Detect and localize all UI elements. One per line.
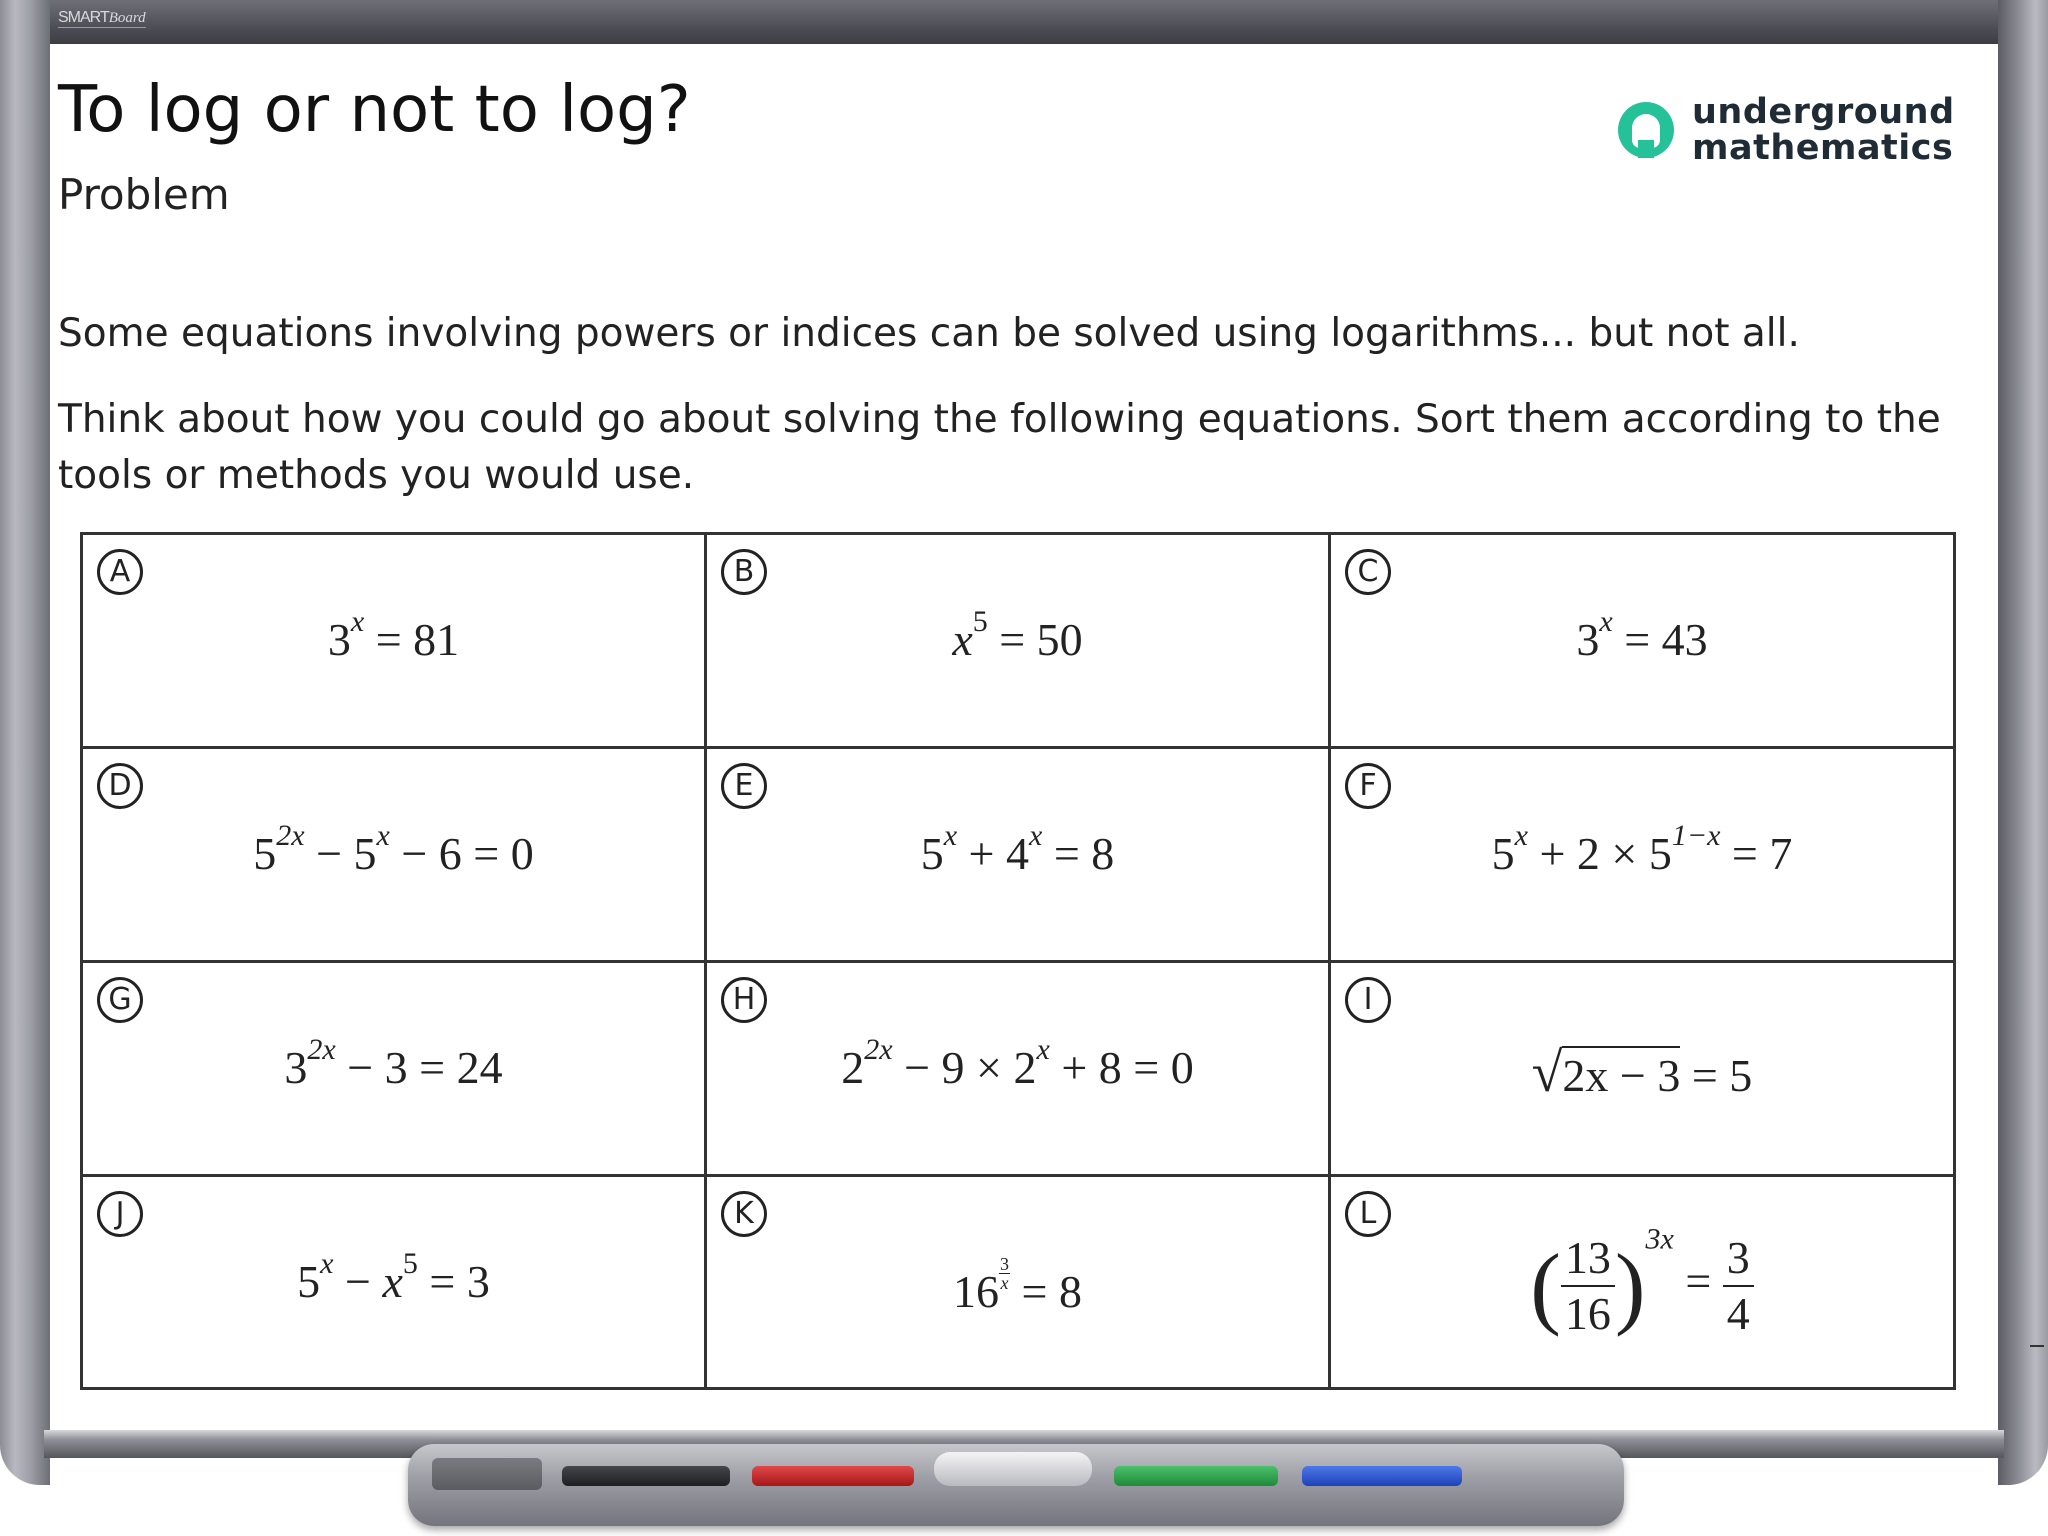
equation-card-c[interactable] — [1331, 535, 1953, 749]
intro-text-2: Think about how you could go about solving the following equations. Sort them according to the tools or methods you would use. — [58, 397, 1941, 498]
blue-pen[interactable] — [1302, 1466, 1462, 1486]
equations-grid — [80, 532, 1956, 1390]
label-badge: G — [97, 977, 143, 1023]
logo-text — [1692, 94, 1955, 166]
label-badge: I — [1345, 977, 1391, 1023]
label-badge: C — [1345, 549, 1391, 595]
label-badge: K — [721, 1191, 767, 1237]
label-badge: J — [97, 1191, 143, 1237]
label-badge: E — [721, 763, 767, 809]
equation: $5^{2x} - 5^x - 6 = 0$ — [253, 819, 534, 879]
page-title: To log or not to log? — [58, 73, 691, 147]
logo-line2: mathematics — [1692, 128, 1954, 168]
frame-mark — [2030, 1345, 2044, 1347]
equation-card-g[interactable] — [83, 963, 707, 1177]
equation-card-d[interactable] — [83, 749, 707, 963]
board-right-frame — [1998, 0, 2048, 1485]
green-pen[interactable] — [1114, 1466, 1278, 1486]
intro-text-1: Some equations involving powers or indices can be solved using logarithms... but not all. — [58, 311, 1800, 356]
eraser[interactable] — [934, 1452, 1092, 1486]
equation: 16 $\frac{3}{x} = 8$ — [953, 1254, 1082, 1317]
red-pen[interactable] — [752, 1466, 914, 1486]
equation: ( $\frac{13}{16}$ )$^{3x}$ = $\frac{3}{4}$ — [1331, 1233, 1953, 1339]
label-badge: D — [97, 763, 143, 809]
board-left-frame — [0, 0, 50, 1485]
equation-card-h[interactable] — [707, 963, 1331, 1177]
equation-card-k[interactable] — [707, 1177, 1331, 1387]
equation-card-e[interactable] — [707, 749, 1331, 963]
label-badge: A — [97, 549, 143, 595]
equation-card-b[interactable] — [707, 535, 1331, 749]
equation: $5^x - x^5 = 3$ — [297, 1247, 490, 1307]
board-top-frame — [0, 0, 2048, 44]
underground-mathematics-logo — [1608, 88, 1968, 168]
tray-button[interactable] — [432, 1458, 542, 1490]
equation-card-a[interactable] — [83, 535, 707, 749]
equation: $5^x + 2 \times 5^{1-x} = 7$ — [1491, 819, 1793, 879]
equation: 3$^x$ = 81 — [327, 605, 460, 665]
equation-card-l[interactable] — [1331, 1177, 1953, 1387]
equation: $2^{2x} - 9 \times 2^x + 8 = 0$ — [841, 1033, 1194, 1093]
logo-line1: underground — [1692, 92, 1955, 132]
equation: √2x − 3 = 5 — [1531, 1042, 1753, 1104]
label-badge: F — [1345, 763, 1391, 809]
label-badge: H — [721, 977, 767, 1023]
equation-card-i[interactable] — [1331, 963, 1953, 1177]
equation-card-j[interactable] — [83, 1177, 707, 1387]
slide-content — [50, 44, 1998, 1430]
logo-icon — [1618, 102, 1674, 158]
equation: $3^{2x} - 3 = 24$ — [284, 1033, 503, 1093]
black-pen[interactable] — [562, 1466, 730, 1486]
equation-card-f[interactable] — [1331, 749, 1953, 963]
equation: $5^x + 4^x = 8$ — [920, 819, 1115, 879]
label-badge: B — [721, 549, 767, 595]
label-badge: L — [1345, 1191, 1391, 1237]
page-subtitle: Problem — [58, 170, 230, 219]
smart-board-logo: SMARTBoard — [58, 9, 146, 26]
equation: 3$^x$ = 43 — [1576, 605, 1708, 665]
equation: $x^5 = 50$ — [952, 605, 1083, 665]
